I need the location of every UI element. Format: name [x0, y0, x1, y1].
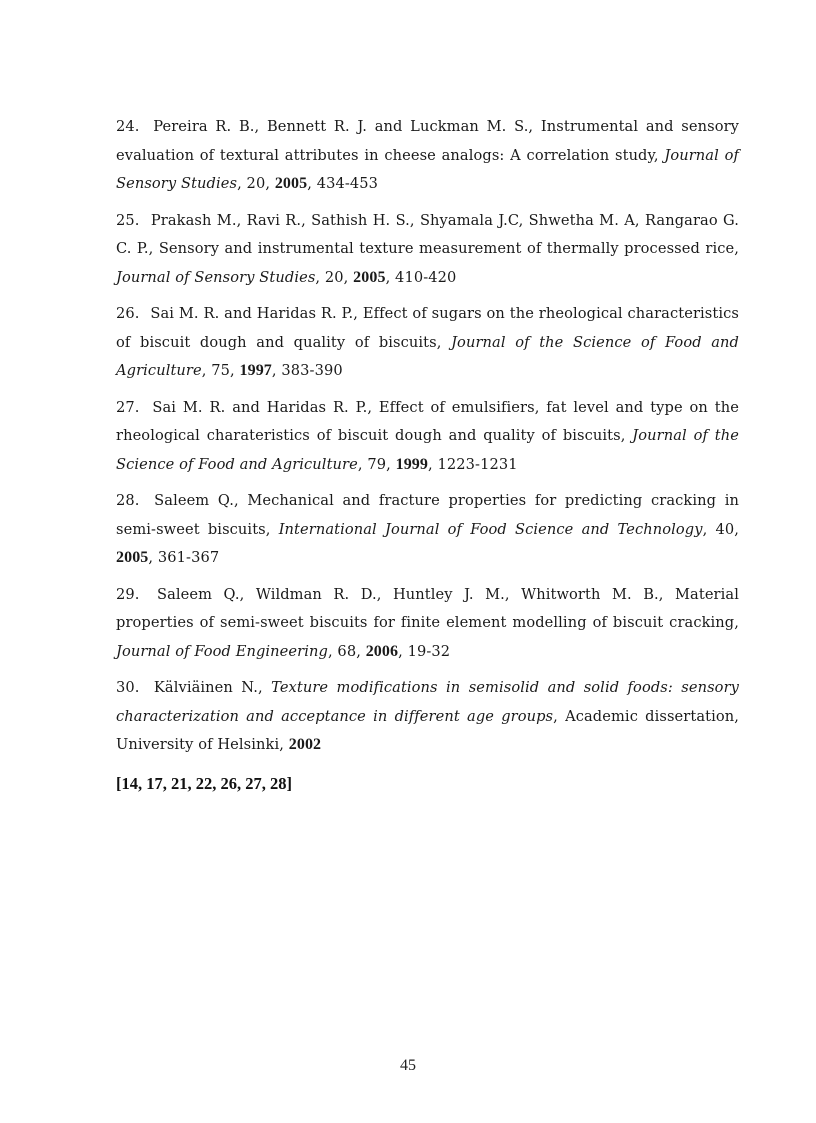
reference-authors: Kälviäinen N.,: [153, 679, 263, 696]
reference-number: 27.: [116, 398, 140, 416]
reference-pages: , 383-390: [271, 362, 343, 379]
page-number: 45: [400, 1057, 416, 1074]
reference-volume: , 68,: [327, 642, 361, 660]
reference-title: Effect of sugars on the rheological characteristics of biscuit dough and quality of biscuits,: [116, 305, 739, 351]
reference-number: 28.: [116, 492, 140, 509]
reference-volume: , 40,: [702, 520, 739, 538]
reference-year: 2006: [365, 642, 399, 660]
citation-list: [14, 17, 21, 22, 26, 27, 28]: [116, 774, 292, 793]
reference-authors: Prakash M., Ravi R., Sathish H. S., Shyamala J.C, Shwetha M. A, Rangarao G. C. P.,: [116, 211, 739, 257]
reference-pages: , 434-453: [307, 175, 379, 192]
reference-title: Instrumental and sensory evaluation of textural attributes in cheese analogs: A correlation study,: [116, 118, 739, 164]
reference-item: [116, 394, 739, 480]
reference-title: Mechanical and fracture properties for predicting cracking in semi-sweet biscuits,: [116, 492, 739, 538]
reference-pages: , 1223-1231: [428, 455, 518, 473]
reference-item: [116, 487, 739, 573]
reference-year: 2005: [116, 549, 149, 566]
reference-journal: Journal of the Science of Food and Agriculture: [116, 427, 739, 473]
reference-item: [116, 674, 739, 760]
reference-pages: , 361-367: [148, 549, 220, 566]
reference-year: 1999: [395, 455, 429, 473]
reference-number: 26.: [116, 305, 140, 322]
reference-volume: , 75,: [201, 362, 235, 379]
reference-year: 2002: [288, 736, 322, 753]
reference-volume: , 79,: [357, 455, 391, 473]
reference-title: Texture modifications in semisolid and solid foods: sensory characterization and acceptance in different age groups: [116, 679, 739, 725]
reference-authors: Sai M. R. and Haridas R. P.,: [152, 398, 373, 416]
reference-journal: Journal of Food Engineering: [116, 642, 328, 660]
reference-number: 29.: [116, 585, 140, 603]
reference-number: 24.: [116, 118, 140, 135]
reference-list: [116, 113, 739, 768]
reference-pages: , 410-420: [385, 268, 457, 286]
reference-pages: , 19-32: [398, 642, 451, 660]
reference-year: 2005: [274, 175, 308, 192]
reference-item: [116, 207, 739, 293]
reference-authors: Saleem Q.,: [154, 492, 239, 509]
reference-journal: International Journal of Food Science and Technology: [278, 520, 703, 538]
reference-title: Effect of emulsifiers, fat level and type on the rheological charateristics of biscuit dough and quality of biscuits,: [116, 398, 739, 444]
reference-year: 1997: [239, 362, 272, 379]
reference-number: 30.: [116, 679, 140, 696]
reference-item: [116, 581, 739, 667]
reference-authors: Saleem Q., Wildman R. D., Huntley J. M., Whitworth M. B.,: [157, 585, 664, 603]
reference-year: 2005: [353, 268, 386, 286]
reference-volume: , 20,: [237, 175, 271, 192]
reference-authors: Sai M. R. and Haridas R. P.,: [150, 305, 359, 322]
reference-title: Sensory and instrumental texture measurement of thermally processed rice,: [158, 240, 739, 257]
reference-journal: Journal of the Science of Food and Agriculture: [116, 333, 739, 379]
reference-journal: Journal of Sensory Studies: [116, 268, 316, 286]
reference-publisher: , Academic dissertation, University of Helsinki,: [116, 707, 739, 753]
reference-title: Material properties of semi-sweet biscuits for finite element modelling of biscuit cracking,: [116, 585, 739, 631]
reference-authors: Pereira R. B., Bennett R. J. and Luckman M. S.,: [153, 118, 534, 135]
reference-volume: , 20,: [315, 268, 349, 286]
reference-number: 25.: [116, 211, 140, 229]
reference-item: [116, 113, 739, 199]
reference-item: [116, 300, 739, 386]
reference-journal: Journal of Sensory Studies: [116, 146, 739, 192]
